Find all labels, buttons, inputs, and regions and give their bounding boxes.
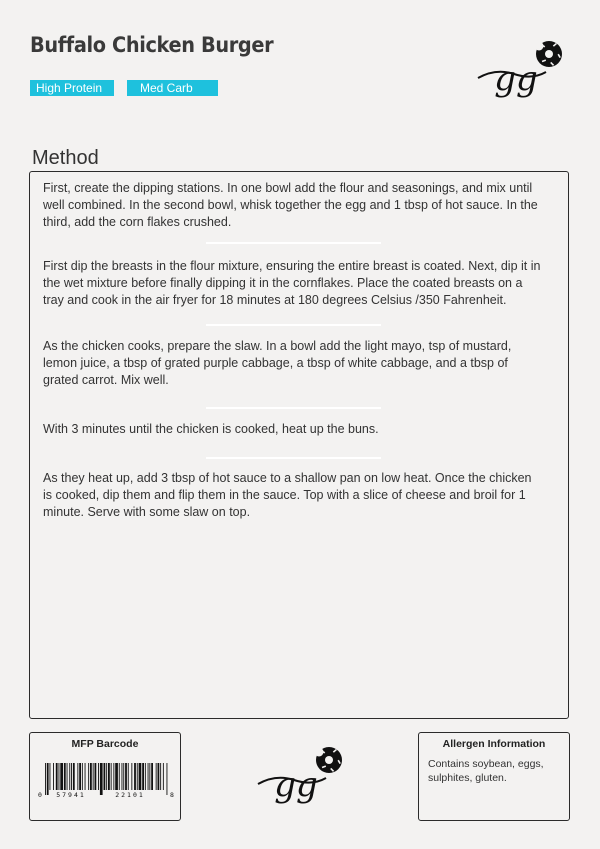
barcode-bar <box>148 763 149 790</box>
method-heading: Method <box>32 146 99 169</box>
barcode-bar <box>156 763 157 790</box>
step-divider <box>206 407 381 409</box>
barcode-bar <box>151 763 153 790</box>
allergen-title: Allergen Information <box>442 738 546 750</box>
barcode-bar <box>95 763 97 790</box>
barcode-bar <box>108 763 110 790</box>
barcode-bar <box>69 763 70 790</box>
tag-med-carb: Med Carb <box>127 80 218 96</box>
method-step-3: As the chicken cooks, prepare the slaw. In a bowl add the light mayo, tsp of mustard, lemon juice, a tbsp of grated purple cabbage, a tbsp of white cabbage, and a tbsp of grated carrot. Mix well. <box>43 339 512 387</box>
method-step-2: First dip the breasts in the flour mixture, ensuring the entire breast is coated. Next, dip it in the wet mixture before finally dipping it in the cornflakes. Place the coated breasts on a tray and cook in the air fryer for 18 minutes at 180 degrees Celsius /350 Fahrenheit. <box>43 259 541 307</box>
barcode-bar <box>67 763 68 790</box>
barcode-bar <box>85 763 86 790</box>
barcode-bar <box>111 763 112 790</box>
barcode-bar <box>149 763 150 790</box>
barcode-bar <box>122 763 123 790</box>
barcode-bar <box>60 763 63 790</box>
barcode-digit-check: 8 <box>170 791 174 799</box>
method-step-1: First, create the dipping stations. In one bowl add the flour and seasonings, and mix until well combined. In the second bowl, whisk together the egg and 1 tbsp of hot sauce. In the third, add the corn flakes crushed. <box>43 181 538 229</box>
barcode-bar <box>47 763 49 795</box>
method-step-5: As they heat up, add 3 tbsp of hot sauce to a shallow pan on low heat. Once the chicken is cooked, dip them and flip them in the sauce. Top with a slice of cheese and broil for 1 minute. Serve with some slaw on top. <box>43 471 532 519</box>
logo-wordmark: gg <box>494 59 538 99</box>
tag-high-protein: High Protein <box>30 80 114 96</box>
barcode-bar <box>79 763 81 790</box>
barcode-bar <box>82 763 83 790</box>
barcode-bar <box>142 763 144 790</box>
barcode-digits-left: 57941 <box>56 791 86 799</box>
step-divider <box>206 457 381 459</box>
barcode-bar <box>45 763 46 795</box>
barcode-bar <box>128 763 129 790</box>
step-divider <box>206 324 381 326</box>
barcode-bar <box>73 763 75 790</box>
tag-list <box>30 80 218 96</box>
barcode-bar <box>131 763 132 790</box>
barcode-bar <box>88 763 89 790</box>
barcode-bar <box>64 763 66 790</box>
barcode-bar <box>90 763 92 790</box>
donut-icon <box>315 747 343 773</box>
barcode-bar <box>56 763 58 790</box>
barcode-bar <box>134 763 136 790</box>
step-divider <box>206 242 381 244</box>
barcode-digits-right: 22101 <box>115 791 145 799</box>
barcode-bar <box>53 763 54 790</box>
barcode-bar <box>125 763 127 790</box>
barcode-image <box>37 761 175 799</box>
barcode-title: MFP Barcode <box>71 738 139 750</box>
barcode-bar <box>77 763 78 790</box>
donut-icon <box>535 41 563 67</box>
method-step-4: With 3 minutes until the chicken is cooked, heat up the buns. <box>43 422 379 436</box>
barcode-bar <box>145 763 146 790</box>
barcode-bar <box>113 763 114 790</box>
barcode-panel <box>29 732 181 821</box>
barcode-bar <box>50 763 51 790</box>
barcode-bar <box>137 763 138 790</box>
barcode-bar <box>123 763 124 790</box>
barcode-bar <box>167 763 168 795</box>
barcode-digit-lead: 0 <box>38 791 42 799</box>
barcode-bar <box>115 763 118 790</box>
brand-logo-footer <box>256 744 346 810</box>
method-box <box>29 171 569 719</box>
brand-logo <box>476 38 566 104</box>
recipe-title: Buffalo Chicken Burger <box>30 33 274 57</box>
barcode-bar <box>158 763 160 790</box>
barcode-bar <box>106 763 107 790</box>
barcode-bar <box>160 763 161 790</box>
logo-wordmark: gg <box>274 765 318 805</box>
barcode-bar <box>100 763 103 795</box>
barcode-bar <box>104 763 106 790</box>
barcode-bar <box>93 763 94 790</box>
barcode-bar <box>139 763 142 790</box>
barcode-bar <box>119 763 120 790</box>
barcode-bar <box>71 763 72 790</box>
allergen-panel <box>418 732 570 821</box>
allergen-text: Contains soybean, eggs, sulphites, gluten. <box>428 758 544 784</box>
barcode-bar <box>98 763 99 790</box>
barcode-bar <box>163 763 164 790</box>
barcode-bar <box>59 763 60 790</box>
